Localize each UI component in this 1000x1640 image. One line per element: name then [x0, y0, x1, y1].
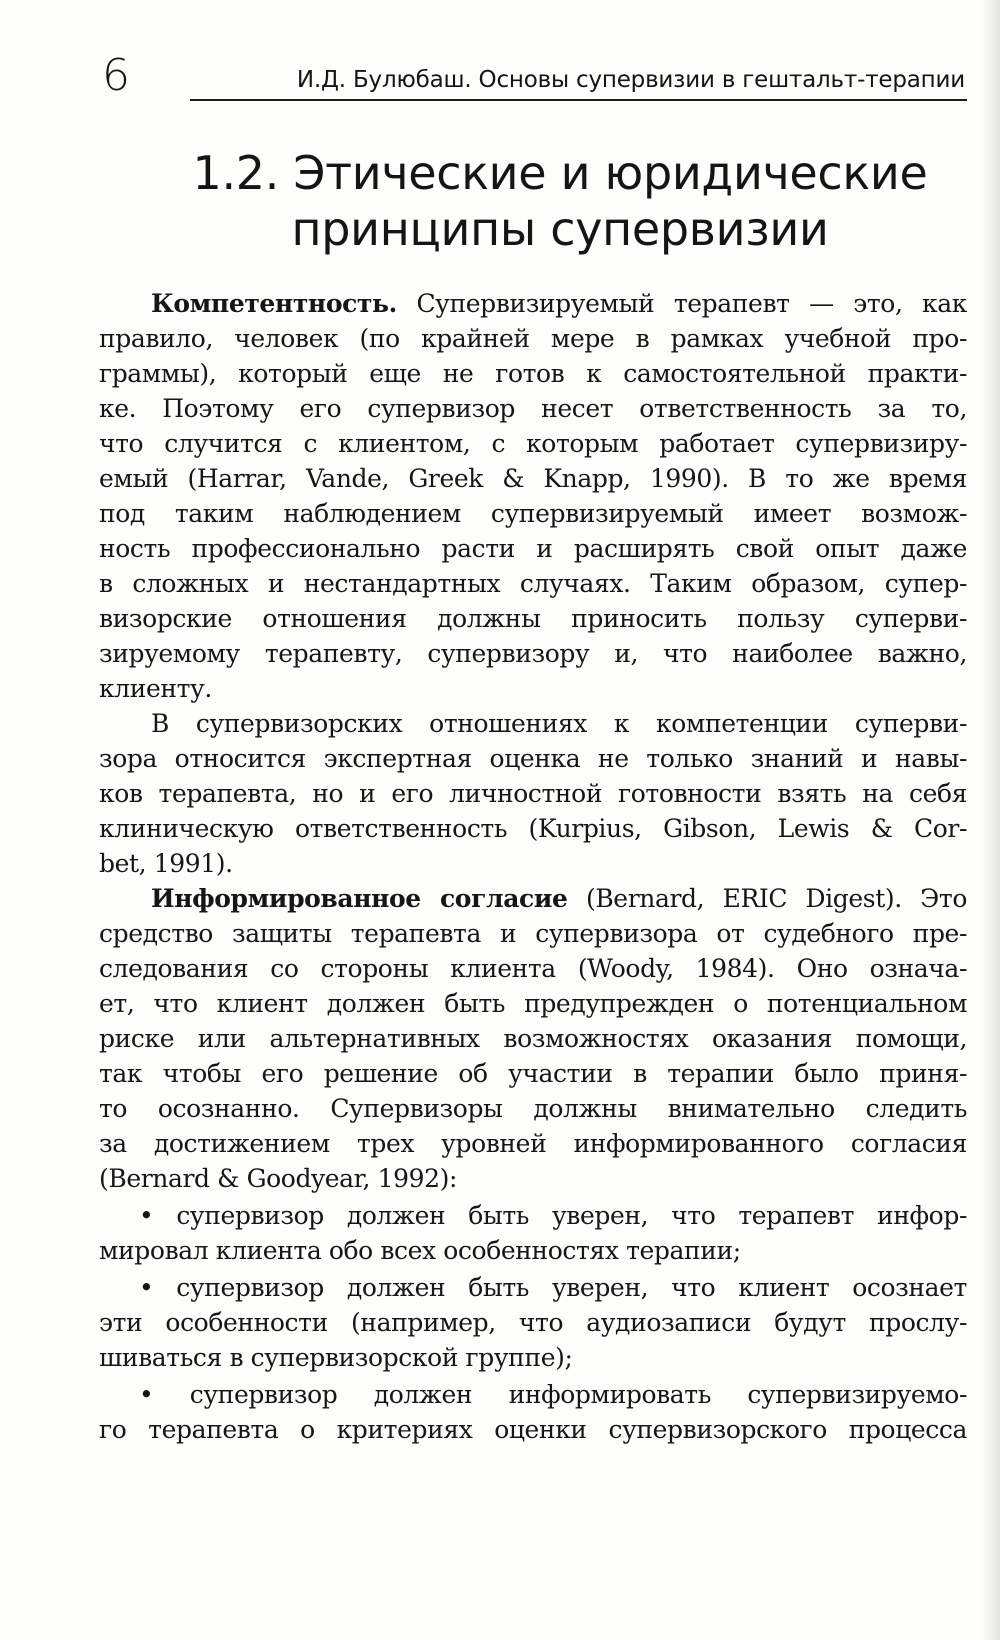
text-line: средство защиты терапевта и супервизора от судебного пре-: [99, 919, 967, 948]
header-rule: [190, 99, 967, 101]
text-line: в сложных и нестандартных случаях. Таким образом, супер-: [99, 569, 967, 598]
text-line: (Bernard & Goodyear, 1992):: [99, 1164, 457, 1193]
text-line: следования со стороны клиента (Woody, 1984). Оно означа-: [99, 954, 967, 983]
section-title: [150, 145, 970, 257]
text-line: за достижением трех уровней информированного согласия: [99, 1129, 967, 1158]
text-line: граммы), который еще не готов к самостоятельной практи-: [99, 359, 967, 388]
running-header: [97, 52, 965, 100]
text-line: зора относится экспертная оценка не только знаний и навы-: [99, 744, 967, 773]
text-line: [151, 286, 967, 322]
text-line: клиенту.: [99, 674, 212, 703]
text-line: то осознанно. Супервизоры должны внимательно следить: [99, 1094, 967, 1123]
text-span: (Bernard, ERIC Digest). Это: [585, 884, 967, 913]
text-line: правило, человек (по крайней мере в рамках учебной про-: [99, 324, 967, 353]
bullet-item: • супервизор должен быть уверен, что клиент осознает: [139, 1273, 967, 1302]
page-number: 6: [102, 50, 130, 101]
bullet-item: • супервизор должен быть уверен, что терапевт инфор-: [139, 1201, 967, 1230]
bullet-item: • супервизор должен информировать супервизируемо-: [139, 1380, 967, 1409]
running-title: И.Д. Булюбаш. Основы супервизии в гештальт-терапии: [296, 67, 965, 93]
text-line: ет, что клиент должен быть предупрежден о потенциальном: [99, 989, 967, 1018]
section-title-line-1: 1.2. Этические и юридические: [192, 146, 928, 200]
text-line: ке. Поэтому его супервизор несет ответственность за то,: [99, 394, 967, 423]
section-title-line-2: принципы супервизии: [291, 202, 829, 256]
text-span: Супервизируемый терапевт — это, как: [416, 289, 967, 318]
text-line: риске или альтернативных возможностях оказания помощи,: [99, 1024, 967, 1053]
text-line: так чтобы его решение об участии в терапии было приня-: [99, 1059, 967, 1088]
term-competence: Компетентность.: [151, 289, 397, 318]
term-informed-consent: Информированное согласие: [151, 884, 568, 913]
text-line: ность профессионально расти и расширять свой опыт даже: [99, 534, 967, 563]
text-line: шиваться в супервизорской группе);: [99, 1343, 573, 1372]
text-line: [151, 881, 967, 917]
text-line: емый (Harrar, Vande, Greek & Knapp, 1990). В то же время: [99, 464, 967, 493]
text-line: под таким наблюдением супервизируемый имеет возмож-: [99, 499, 967, 528]
text-line: клиническую ответственность (Kurpius, Gibson, Lewis & Cor-: [99, 814, 967, 843]
text-line: визорские отношения должны приносить пользу суперви-: [99, 604, 967, 633]
text-line: го терапевта о критериях оценки супервизорского процесса: [99, 1415, 967, 1444]
text-line: мировал клиента обо всех особенностях терапии;: [99, 1236, 741, 1265]
page-edge-shadow: [982, 0, 1000, 1640]
text-line: bet, 1991).: [99, 849, 233, 878]
text-line: В супервизорских отношениях к компетенции суперви-: [151, 709, 967, 738]
text-line: ков терапевта, но и его личностной готовности взять на себя: [99, 779, 967, 808]
text-line: что случится с клиентом, с которым работает супервизиру-: [99, 429, 967, 458]
text-line: зируемому терапевту, супервизору и, что наиболее важно,: [99, 639, 967, 668]
text-line: эти особенности (например, что аудиозаписи будут прослу-: [99, 1308, 967, 1337]
